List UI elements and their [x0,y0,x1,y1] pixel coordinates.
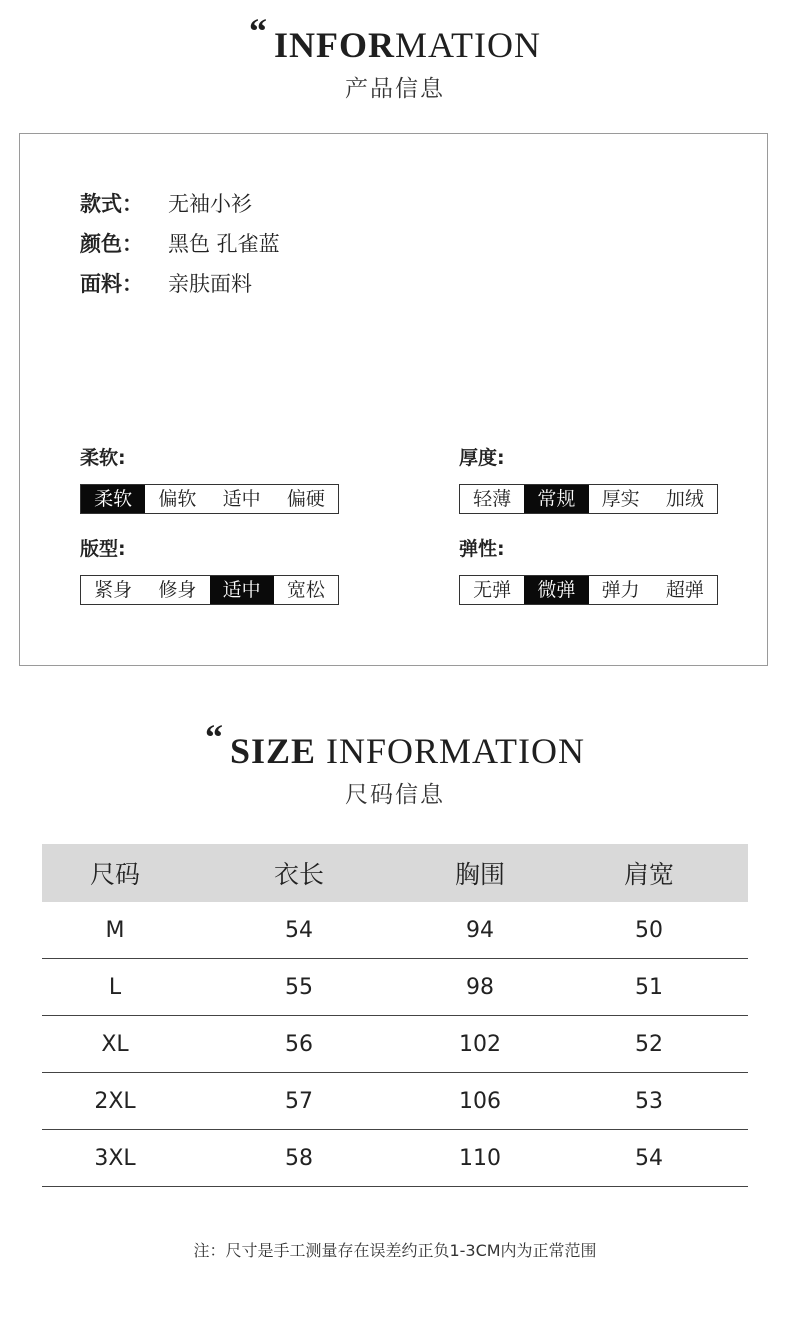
scale-option: 微弹 [524,576,588,604]
quote-mark: “ [204,717,224,757]
cell-size: M [42,902,188,959]
cell-size: L [42,959,188,1016]
scale-option: 轻薄 [473,488,512,510]
attribute-value: 亲肤面料 [168,272,252,296]
scale-option: 加绒 [665,488,704,510]
cell-chest: 98 [410,959,550,1016]
scale-option: 超弹 [665,579,704,601]
cell-chest: 110 [410,1130,550,1187]
attribute-color [80,228,280,258]
measurement-note: 注：尺寸是手工测量存在误差约正负1-3CM内为正常范围 [193,1241,597,1260]
size-info-heading [0,717,790,809]
cell-chest: 94 [410,902,550,959]
cell-shoulder: 51 [550,959,748,1016]
table-row [42,959,748,1016]
header-length: 衣长 [188,844,410,902]
attribute-fabric [80,268,252,298]
scale-option: 适中 [222,488,261,510]
table-row [42,1016,748,1073]
cell-length: 58 [188,1130,410,1187]
header-shoulder: 肩宽 [550,844,748,902]
cell-shoulder: 54 [550,1130,748,1187]
scale-option: 偏硬 [286,488,325,510]
scale-title: 版型: [80,538,126,560]
table-header-row [42,844,748,902]
attribute-value: 无袖小衫 [168,192,252,216]
cell-length: 54 [188,902,410,959]
attribute-key: 颜色： [80,232,143,256]
scale-option: 修身 [158,579,197,601]
scale-title: 柔软: [80,447,126,469]
size-info-subtitle: 尺码信息 [345,782,445,808]
table-row [42,1130,748,1187]
scale-option: 弹力 [601,579,640,601]
attribute-key: 面料： [80,272,143,296]
cell-shoulder: 52 [550,1016,748,1073]
attribute-style [80,188,252,218]
cell-size: 2XL [42,1073,188,1130]
scale-bar [459,484,718,514]
scale-option: 柔软 [81,485,145,513]
title-rest-part: MATION [395,25,541,65]
size-table [42,844,748,1187]
scale-thickness [459,446,718,514]
product-info-box [19,133,768,666]
scale-option: 偏软 [158,488,197,510]
cell-chest: 102 [410,1016,550,1073]
scale-title: 厚度: [459,447,505,469]
cell-size: XL [42,1016,188,1073]
scale-option: 无弹 [473,579,512,601]
scale-bar [459,575,718,605]
title-rest-part: INFORMATION [326,731,586,771]
header-size: 尺码 [42,844,188,902]
table-row [42,902,748,959]
title-bold-part: INFOR [274,25,395,65]
size-info-title [0,717,790,772]
product-info-title [0,11,790,66]
attribute-key: 款式： [80,192,143,216]
scale-bar [80,484,339,514]
cell-shoulder: 50 [550,902,748,959]
scale-bar [80,575,339,605]
cell-chest: 106 [410,1073,550,1130]
cell-size: 3XL [42,1130,188,1187]
cell-length: 57 [188,1073,410,1130]
scale-option: 厚实 [601,488,640,510]
cell-shoulder: 53 [550,1073,748,1130]
cell-length: 55 [188,959,410,1016]
quote-mark: “ [249,11,268,51]
scale-elasticity [459,537,718,605]
cell-length: 56 [188,1016,410,1073]
title-bold-part: SIZE [229,731,317,771]
scale-fit [80,537,339,605]
scale-option: 常规 [524,485,588,513]
attribute-value: 黑色 孔雀蓝 [168,232,280,256]
product-info-heading [0,11,790,103]
scale-title: 弹性: [459,538,505,560]
scale-option: 适中 [210,576,274,604]
header-chest: 胸围 [410,844,550,902]
table-row [42,1073,748,1130]
scale-softness [80,446,339,514]
product-info-subtitle: 产品信息 [345,76,445,102]
scale-option: 紧身 [94,579,133,601]
scale-option: 宽松 [286,579,325,601]
